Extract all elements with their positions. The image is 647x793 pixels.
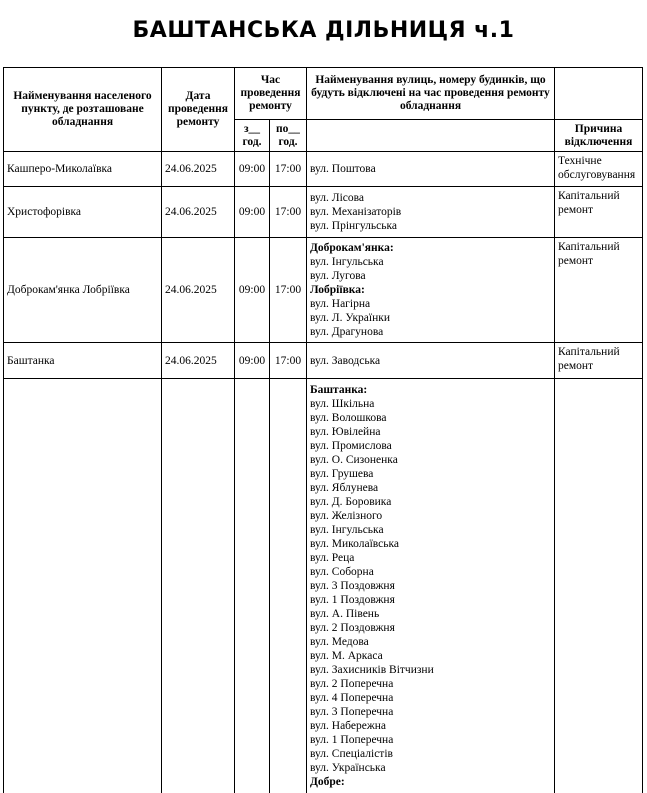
header-date: Дата проведення ремонту	[162, 68, 235, 152]
street-name: вул. 2 Поперечна	[310, 678, 394, 690]
reason-cell	[555, 379, 643, 793]
settlement-cell: Христофорівка	[4, 187, 162, 238]
outage-schedule-table	[3, 67, 643, 793]
reason-cell: Капітальний ремонт	[555, 187, 643, 238]
street-name: вул. Промислова	[310, 440, 392, 452]
street-name: вул. Українська	[310, 762, 386, 774]
street-name: вул. Інгульська	[310, 256, 384, 268]
settlement-group-title: Баштанка:	[310, 384, 368, 396]
page-title: БАШТАНСЬКА ДІЛЬНИЦЯ ч.1	[132, 18, 515, 43]
settlement-cell	[4, 379, 162, 793]
street-name: вул. Л. Українки	[310, 312, 390, 324]
time-from-cell: 09:00	[235, 238, 270, 343]
street-name: вул. А. Півень	[310, 608, 380, 620]
streets-cell	[307, 238, 555, 343]
street-name: вул. Реца	[310, 552, 355, 564]
reason-cell: Капітальний ремонт	[555, 238, 643, 343]
header-reason: Причина відключення	[555, 120, 643, 152]
street-name: вул. Яблунева	[310, 482, 379, 494]
street-name: вул. Прінгульська	[310, 220, 397, 232]
time-from-cell: 09:00	[235, 343, 270, 379]
reason-cell: Капітальний ремонт	[555, 343, 643, 379]
header-streets: Найменування вулиць, номеру будинків, що будуть відключені на час проведення ремонту обладнання	[307, 68, 555, 120]
settlement-cell: Доброкам'янка Лобріївка	[4, 238, 162, 343]
settlement-group-title: Лобріївка:	[310, 284, 365, 296]
street-name: вул. Захисників Вітчизни	[310, 664, 434, 676]
street-name: вул. Механізаторів	[310, 206, 402, 218]
header-time: Час проведення ремонту	[235, 68, 307, 120]
street-name: вул. Желізного	[310, 510, 383, 522]
date-cell: 24.06.2025	[162, 152, 235, 187]
date-cell: 24.06.2025	[162, 343, 235, 379]
street-name: вул. Грушева	[310, 468, 374, 480]
date-cell: 24.06.2025	[162, 238, 235, 343]
header-row	[4, 68, 643, 120]
streets-cell	[307, 379, 555, 793]
date-cell: 24.06.2025	[162, 187, 235, 238]
street-name: вул. Поштова	[310, 163, 376, 175]
street-name: вул. Спеціалістів	[310, 748, 393, 760]
time-to-cell	[270, 379, 307, 793]
streets-cell	[307, 343, 555, 379]
header-time-from: з__ год.	[235, 120, 270, 152]
table-row	[4, 238, 643, 343]
date-cell	[162, 379, 235, 793]
street-name: вул. Ювілейна	[310, 426, 381, 438]
street-name: вул. Лугова	[310, 270, 366, 282]
street-name: вул. 1 Поздовжня	[310, 594, 395, 606]
time-to-cell: 17:00	[270, 187, 307, 238]
time-to-cell: 17:00	[270, 238, 307, 343]
settlement-cell: Баштанка	[4, 343, 162, 379]
time-from-cell	[235, 379, 270, 793]
table-row	[4, 343, 643, 379]
street-name: вул. Набережна	[310, 720, 387, 732]
street-name: вул. Інгульська	[310, 524, 384, 536]
table-row	[4, 152, 643, 187]
street-name: вул. Шкільна	[310, 398, 375, 410]
street-name: вул. 3 Поперечна	[310, 706, 394, 718]
street-name: вул. 4 Поперечна	[310, 692, 394, 704]
time-to-cell: 17:00	[270, 343, 307, 379]
streets-cell	[307, 187, 555, 238]
street-name: вул. 2 Поздовжня	[310, 622, 395, 634]
outage-schedule-sheet	[0, 67, 647, 793]
header-time-to: по__ год.	[270, 120, 307, 152]
header-reason-spacer	[555, 68, 643, 120]
header-settlement: Найменування населеного пункту, де розташоване обладнання	[4, 68, 162, 152]
street-name: вул. Нагірна	[310, 298, 371, 310]
settlement-cell: Кашперо-Миколаївка	[4, 152, 162, 187]
street-name: вул. Лісова	[310, 192, 365, 204]
street-name: вул. Медова	[310, 636, 369, 648]
settlement-group-title: Добре:	[310, 776, 345, 788]
street-name: вул. 3 Поздовжня	[310, 580, 395, 592]
time-from-cell: 09:00	[235, 187, 270, 238]
street-name: вул. Соборна	[310, 566, 374, 578]
reason-cell: Технічне обслуговування	[555, 152, 643, 187]
time-from-cell: 09:00	[235, 152, 270, 187]
street-name: вул. Драгунова	[310, 326, 384, 338]
street-name: вул. О. Сизоненка	[310, 454, 398, 466]
header-streets-spacer	[307, 120, 555, 152]
street-name: вул. Заводська	[310, 354, 381, 367]
street-name: вул. Волошкова	[310, 412, 387, 424]
time-to-cell: 17:00	[270, 152, 307, 187]
streets-cell	[307, 152, 555, 187]
street-name: вул. М. Аркаса	[310, 650, 383, 662]
street-name: вул. Д. Боровика	[310, 496, 392, 508]
settlement-group-title: Доброкам'янка:	[310, 242, 394, 254]
street-name: вул. 1 Поперечна	[310, 734, 394, 746]
street-name: вул. Миколаївська	[310, 538, 400, 550]
table-row	[4, 187, 643, 238]
table-row	[4, 379, 643, 793]
